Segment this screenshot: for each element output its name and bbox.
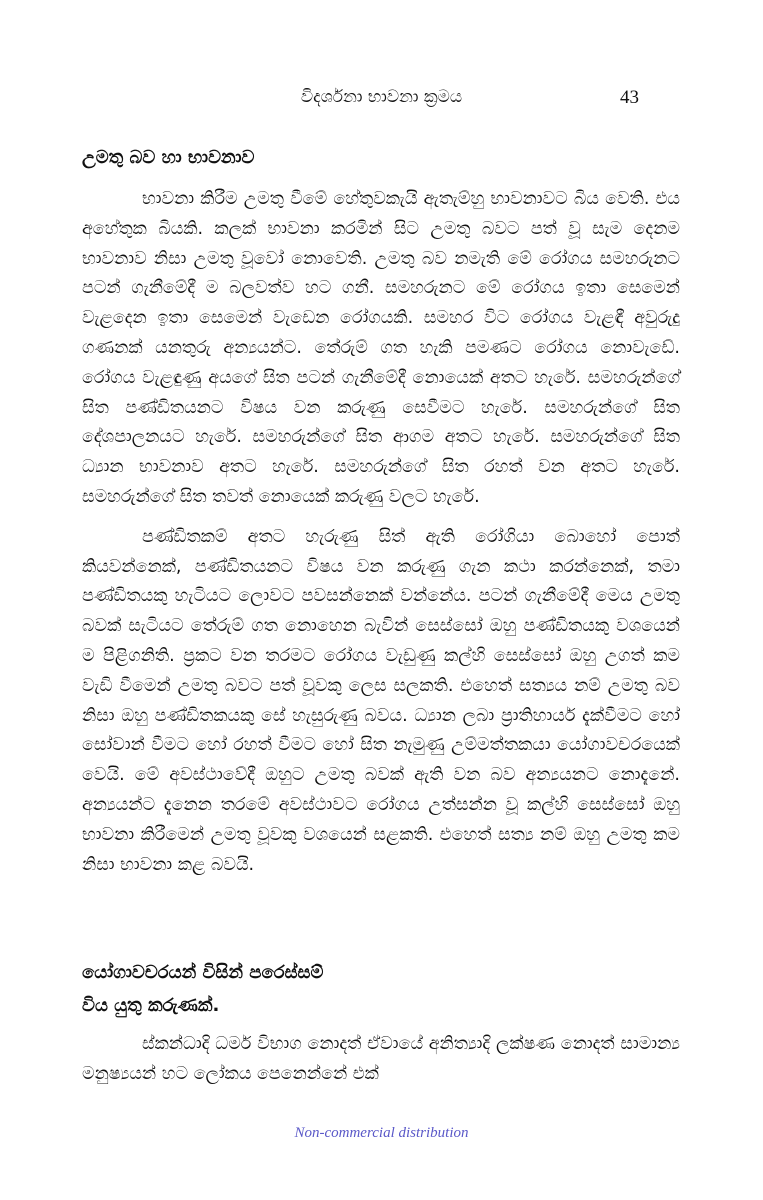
section-heading-line-2: විය යුතු කරුණක්. <box>82 995 220 1016</box>
section-body <box>82 185 680 880</box>
paragraph: භාවනා කිරීම උමතු වීමේ හේතුවකැයි ඇතැම්හු භාවනාවට බිය වෙති. එය අහේතුක බියකි. කලක් භාවනා කරමින් සිට උමතු බවට පත් වූ සැම දෙනම භාවනාව නිසා උමතු වූවෝ නොවෙති. උමතු බව නමැති මේ රෝගය සමහරුනට පටන් ගැනීමේදී ම බලවත්ව හට ගනී. සමහරුනට මේ රෝගය ඉතා සෙමෙන් වැළදෙන ඉතා සෙමෙන් වැඩෙන රෝගයකි. සමහර විට රෝගය වැළඳී අවුරුදු ගණනක් යනතුරු අන්‍යයන්ට. තේරුම් ගත හැකි පමණට රෝගය නොවැඩේ. රෝගය වැළඳුණු අයගේ සිත පටන් ගැනීමේදී නොයෙක් අතට හැරේ. සමහරුන්ගේ සිත පණ්ඩිතයනට විෂය වන කරුණු සෙවීමට හැරේ. සමහරුන්ගේ සිත දේශපාලනයට හැරේ. සමහරුන්ගේ සිත ආගම අතට හැරේ. සමහරුන්ගේ සිත ධ්‍යාන භාවනාව අතට හැරේ. සමහරුන්ගේ සිත රහත් වන අතට හැරේ. සමහරුන්ගේ සිත තවත් නොයෙක් කරුණු වලට හැරේ. <box>82 189 680 507</box>
section-body <box>82 1030 680 1090</box>
section-heading: උමතු බව හා භාවනාව <box>82 147 255 168</box>
section-heading-line-1: යෝගාවචරයන් විසින් පරෙස්සම් <box>82 962 324 983</box>
paragraph: පණ්ඩිතකම් අතට හැරුණු සිත් ඇති රෝගියා බොහෝ පොත් කියවන්නෙක්, පණ්ඩිතයනට විෂය වන කරුණු ගැන කථා කරන්නෙක්, තමා පණ්ඩිතයකු හැටියට ලොවට පවසන්නෙක් වන්නේය. පටන් ගැනීමේදී මෙය උමතු බවක් සැටියට තේරුම් ගත නොහෙන බැවින් සෙස්සෝ ඔහු පණ්ඩිතයකු වශයෙන් ම පිළිගනිති. ප්‍රකට වන තරමට රෝගය වැඩුණු කල්හි සෙස්සෝ ඔහු උගත් කම වැඩි වීමෙන් උමතු බවට පත් වූවකු ලෙස සලකති. එහෙත් සත්‍යය නම් උමතු බව නිසා ඔහු පණ්ඩිතකයකු සේ හැසුරුණු බවය. ධ්‍යාන ලබා ප්‍රාතිහාර්ය දැක්වීමට හෝ සෝවාන් වීමට හෝ රහත් වීමට හෝ සිත නැමුණු උම්මත්තකයා යෝගාවචරයෙක් වෙයි. මේ අවස්ථාවේදී ඔහුට උමතු බවක් ඇති වන බව අන්‍යයනට නොදැනේ. අන්‍යයන්ට දැනෙන තරමේ අවස්ථාවට රෝගය උත්සන්න වූ කල්හි සෙස්සෝ ඔහු භාවනා කිරීමෙන් උමතු වූවකු වශයෙන් සළකති. එහෙත් සත්‍ය නම් ඔහු උමතු කම නිසා භාවනා කළ බවයි. <box>82 526 680 875</box>
distribution-notice: Non-commercial distribution <box>294 1125 469 1141</box>
paragraph: ස්කන්ධාදි ධර්ම විභාග නොදත් ඒවායේ අනිත්‍යාදි ලක්ෂණ නොදත් සාමාන්‍ය මනුෂ්‍යයන් හට ලෝකය පෙනෙන්නේ එක් <box>82 1034 680 1084</box>
running-head <box>0 87 763 111</box>
running-title: විදර්ශනා භාවනා ක්‍රමය <box>300 87 463 107</box>
page-number: 43 <box>620 87 639 108</box>
